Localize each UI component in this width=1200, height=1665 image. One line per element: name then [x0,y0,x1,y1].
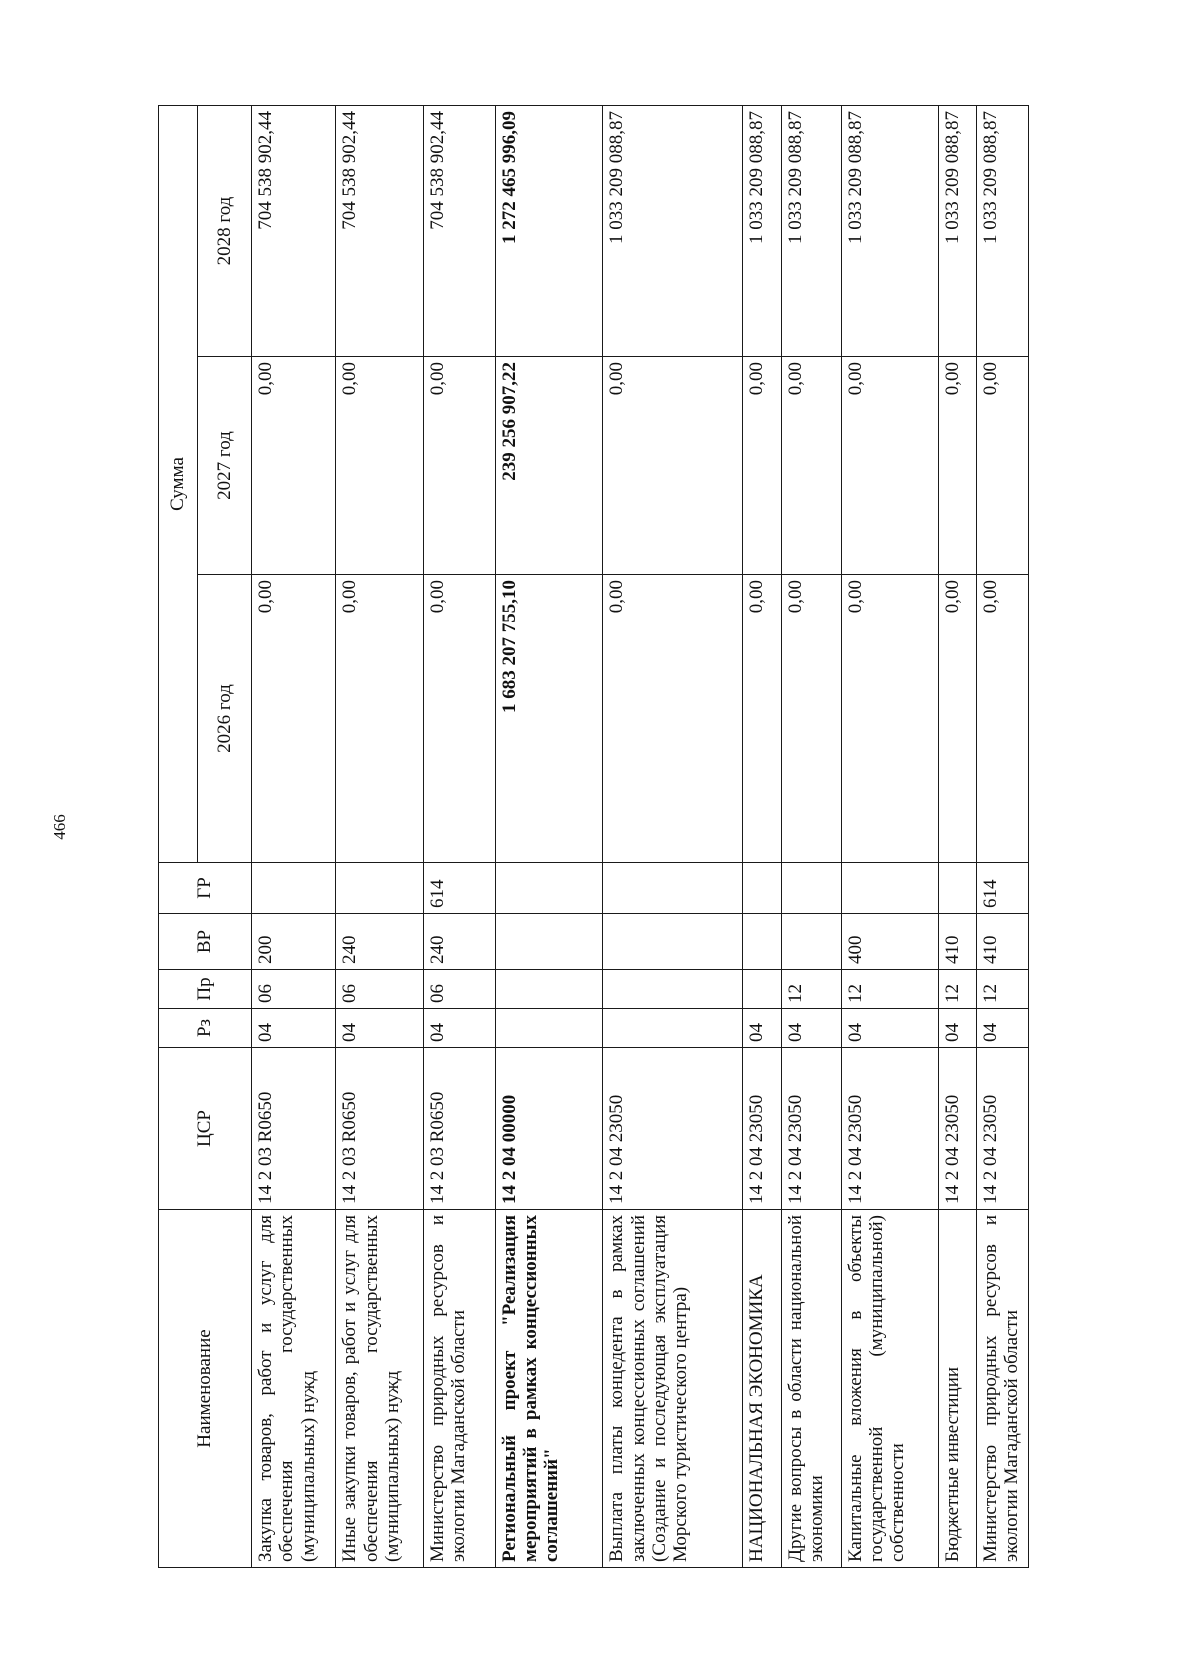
row-2027: 0,00 [423,357,495,575]
row-pr [495,970,603,1009]
table-row [423,105,495,1567]
row-2027: 0,00 [938,357,976,575]
table-row [976,105,1028,1567]
row-csr: 14 2 04 23050 [938,1048,976,1210]
row-vr: 240 [423,914,495,970]
table-body [252,105,1029,1567]
table-row [603,105,742,1567]
row-2028: 1 033 209 088,87 [603,105,742,356]
row-vr: 410 [938,914,976,970]
row-2027: 0,00 [976,357,1028,575]
table-row [781,105,841,1567]
row-rz: 04 [976,1009,1028,1048]
row-rz: 04 [423,1009,495,1048]
row-vr [603,914,742,970]
header-2027: 2027 год [198,357,252,575]
row-csr: 14 2 04 23050 [742,1048,781,1210]
header-pr: Пр [159,970,252,1009]
row-2026: 0,00 [841,575,938,863]
row-pr [603,970,742,1009]
row-pr: 06 [252,970,336,1009]
row-rz [603,1009,742,1048]
row-2027: 0,00 [336,357,424,575]
row-csr: 14 2 04 00000 [495,1048,603,1210]
page-number: 466 [50,814,69,840]
budget-table [158,105,1029,1568]
row-gr [495,863,603,914]
row-2027: 0,00 [603,357,742,575]
row-vr: 410 [976,914,1028,970]
header-gr: ГР [159,863,252,914]
row-2026: 1 683 207 755,10 [495,575,603,863]
row-vr: 200 [252,914,336,970]
row-2028: 1 033 209 088,87 [841,105,938,356]
row-gr [742,863,781,914]
row-2027: 0,00 [841,357,938,575]
row-csr: 14 2 04 23050 [603,1048,742,1210]
row-name: НАЦИОНАЛЬНАЯ ЭКОНОМИКА [742,1210,781,1568]
row-2026: 0,00 [336,575,424,863]
table-header [159,105,252,1567]
row-gr [938,863,976,914]
row-gr [603,863,742,914]
row-csr: 14 2 03 R0650 [423,1048,495,1210]
table-row [336,105,424,1567]
header-name: Наименование [159,1210,252,1568]
table-row [841,105,938,1567]
row-pr [742,970,781,1009]
header-sum: Сумма [159,105,198,862]
table-row [495,105,603,1567]
row-2026: 0,00 [976,575,1028,863]
row-name: Министерство природных ресурсов и экологии Магаданской области [976,1210,1028,1568]
row-vr [495,914,603,970]
row-2028: 1 033 209 088,87 [781,105,841,356]
row-name: Капитальные вложения в объекты государственной (муниципальной) собственности [841,1210,938,1568]
header-2028: 2028 год [198,105,252,356]
row-2027: 0,00 [742,357,781,575]
row-pr: 12 [781,970,841,1009]
row-csr: 14 2 04 23050 [976,1048,1028,1210]
row-vr [781,914,841,970]
row-2026: 0,00 [938,575,976,863]
row-2028: 1 272 465 996,09 [495,105,603,356]
row-2028: 704 538 902,44 [336,105,424,356]
row-2026: 0,00 [423,575,495,863]
table-row [742,105,781,1567]
row-pr: 12 [938,970,976,1009]
row-csr: 14 2 03 R0650 [252,1048,336,1210]
row-rz: 04 [336,1009,424,1048]
row-name: Региональный проект "Реализация мероприятий в рамках концессионных соглашений" [495,1210,603,1568]
row-pr: 06 [336,970,424,1009]
row-name: Другие вопросы в области национальной экономики [781,1210,841,1568]
row-gr: 614 [976,863,1028,914]
header-rz: Рз [159,1009,252,1048]
row-gr [336,863,424,914]
row-2026: 0,00 [742,575,781,863]
row-2026: 0,00 [603,575,742,863]
row-2027: 0,00 [252,357,336,575]
row-2028: 1 033 209 088,87 [742,105,781,356]
row-rz: 04 [742,1009,781,1048]
row-gr [252,863,336,914]
row-2028: 704 538 902,44 [252,105,336,356]
row-pr: 12 [976,970,1028,1009]
header-csr: ЦСР [159,1048,252,1210]
row-name: Выплата платы концедента в рамках заключенных концессионных соглашений (Создание и последующая эксплуатация Морского туристического центра) [603,1210,742,1568]
row-csr: 14 2 04 23050 [781,1048,841,1210]
row-csr: 14 2 03 R0650 [336,1048,424,1210]
row-rz [495,1009,603,1048]
row-name: Бюджетные инвестиции [938,1210,976,1568]
row-rz: 04 [841,1009,938,1048]
table-row [252,105,336,1567]
row-rz: 04 [252,1009,336,1048]
row-csr: 14 2 04 23050 [841,1048,938,1210]
row-gr [781,863,841,914]
row-2028: 1 033 209 088,87 [938,105,976,356]
row-2027: 0,00 [781,357,841,575]
row-pr: 12 [841,970,938,1009]
row-rz: 04 [938,1009,976,1048]
row-vr [742,914,781,970]
row-vr: 240 [336,914,424,970]
row-gr [841,863,938,914]
row-vr: 400 [841,914,938,970]
row-rz: 04 [781,1009,841,1048]
rotated-page-content [158,106,1029,1568]
row-2028: 1 033 209 088,87 [976,105,1028,356]
row-name: Закупка товаров, работ и услуг для обеспечения государственных (муниципальных) нужд [252,1210,336,1568]
row-2027: 239 256 907,22 [495,357,603,575]
row-name: Министерство природных ресурсов и экологии Магаданской области [423,1210,495,1568]
row-name: Иные закупки товаров, работ и услуг для обеспечения государственных (муниципальных) нужд [336,1210,424,1568]
row-2026: 0,00 [781,575,841,863]
table-row [938,105,976,1567]
row-2026: 0,00 [252,575,336,863]
row-pr: 06 [423,970,495,1009]
row-2028: 704 538 902,44 [423,105,495,356]
header-vr: ВР [159,914,252,970]
row-gr: 614 [423,863,495,914]
header-2026: 2026 год [198,575,252,863]
